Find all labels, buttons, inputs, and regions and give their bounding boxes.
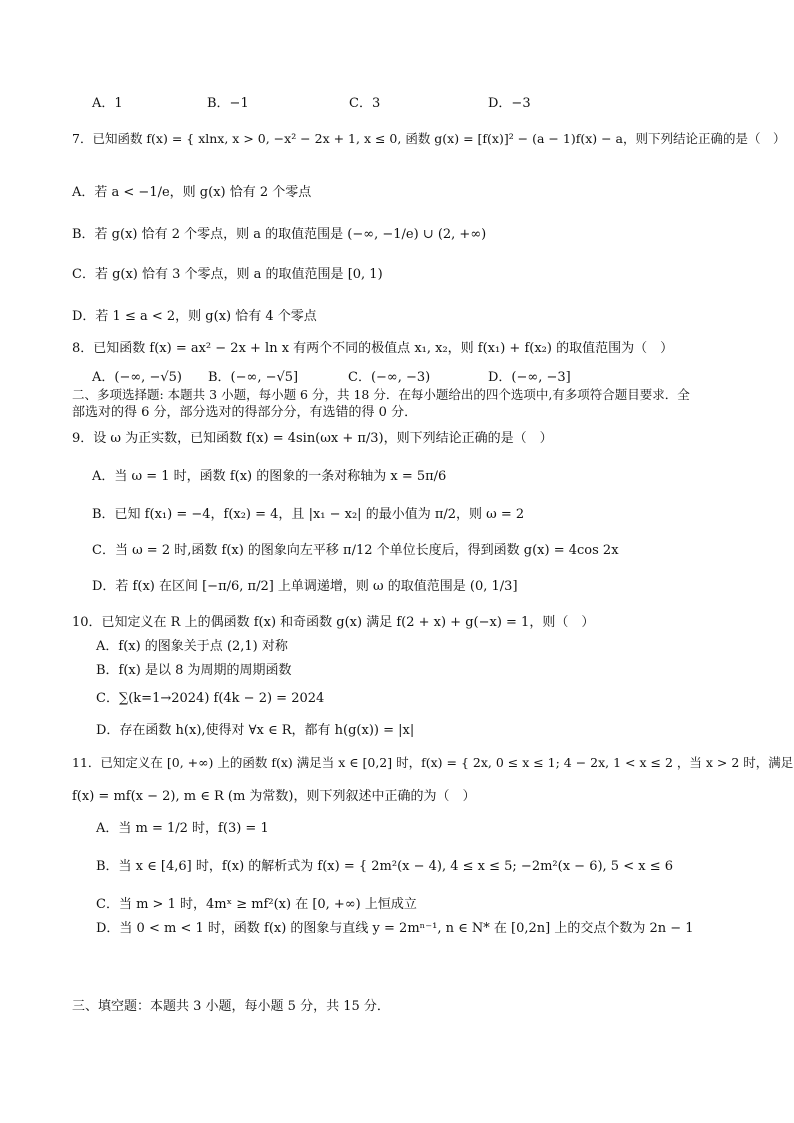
q10-option-a: A．f(x) 的图象关于点 (2,1) 对称	[96, 639, 288, 654]
q6-option-c: C．3	[349, 96, 381, 111]
section3-heading: 三、填空题：本题共 3 小题，每小题 5 分，共 15 分．	[72, 999, 390, 1014]
q9-stem: 9．设 ω 为正实数，已知函数 f(x) = 4sin(ωx + π/3)，则下列结论正确的是（ ）	[72, 431, 553, 446]
section2-line2: 部选对的得 6 分，部分选对的得部分分，有选错的得 0 分．	[72, 405, 418, 420]
q9-option-c: C．当 ω = 2 时,函数 f(x) 的图象向左平移 π/12 个单位长度后，得到函数 g(x) = 4cos 2x	[92, 543, 619, 558]
q7-option-d: D．若 1 ≤ a < 2，则 g(x) 恰有 4 个零点	[72, 309, 317, 324]
q8-option-b: B．(−∞, −√5]	[208, 370, 299, 385]
q11-stem-line2: f(x) = mf(x − 2), m ∈ R (m 为常数)，则下列叙述中正确的为（ ）	[72, 789, 476, 804]
q6-option-a: A．1	[92, 96, 123, 111]
q8-option-a: A．(−∞, −√5)	[92, 370, 182, 385]
q9-option-d: D．若 f(x) 在区间 [−π/6, π/2] 上单调递增，则 ω 的取值范围是 (0, 1/3]	[92, 579, 518, 594]
q11-option-d: D．当 0 < m < 1 时，函数 f(x) 的图象与直线 y = 2mⁿ⁻¹, n ∈ N* 在 [0,2n] 上的交点个数为 2n − 1	[96, 921, 694, 936]
q10-option-c: C．∑(k=1→2024) f(4k − 2) = 2024	[96, 691, 325, 706]
q10-stem: 10．已知定义在 R 上的偶函数 f(x) 和奇函数 g(x) 满足 f(2 + x) + g(−x) = 1，则（ ）	[72, 615, 595, 630]
q7-stem: 7．已知函数 f(x) = { xlnx, x > 0, −x² − 2x + 1, x ≤ 0, 函数 g(x) = [f(x)]² − (a − 1)f(x) − a，则下列结论正确的是（ ）	[72, 131, 786, 146]
q7-option-b: B．若 g(x) 恰有 2 个零点，则 a 的取值范围是 (−∞, −1/e) ∪ (2, +∞)	[72, 227, 487, 242]
q7-option-c: C．若 g(x) 恰有 3 个零点，则 a 的取值范围是 [0, 1)	[72, 267, 383, 282]
q8-option-c: C．(−∞, −3)	[348, 370, 431, 385]
q6-option-d: D．−3	[488, 96, 531, 111]
q6-option-b: B．−1	[207, 96, 249, 111]
q10-option-b: B．f(x) 是以 8 为周期的周期函数	[96, 663, 292, 678]
section2-line1: 二、多项选择题: 本题共 3 小题，每小题 6 分，共 18 分．在每小题给出的四个选项中,有多项符合题目要求．全	[72, 387, 690, 402]
q8-stem: 8．已知函数 f(x) = ax² − 2x + ln x 有两个不同的极值点 x₁, x₂，则 f(x₁) + f(x₂) 的取值范围为（ ）	[72, 341, 674, 356]
q11-option-c: C．当 m > 1 时，4mˣ ≥ mf²(x) 在 [0, +∞) 上恒成立	[96, 897, 417, 912]
q11-stem-line1: 11．已知定义在 [0, +∞) 上的函数 f(x) 满足当 x ∈ [0,2] 时，f(x) = { 2x, 0 ≤ x ≤ 1; 4 − 2x, 1 < x ≤ 2 ，当 x > 2 时，满足	[72, 755, 794, 770]
q8-option-d: D．(−∞, −3]	[488, 370, 571, 385]
q10-option-d: D．存在函数 h(x),使得对 ∀x ∈ R，都有 h(g(x)) = |x|	[96, 723, 415, 738]
q11-option-a: A．当 m = 1/2 时，f(3) = 1	[96, 821, 269, 836]
q9-option-a: A．当 ω = 1 时，函数 f(x) 的图象的一条对称轴为 x = 5π/6	[92, 469, 447, 484]
q9-option-b: B．已知 f(x₁) = −4，f(x₂) = 4，且 |x₁ − x₂| 的最小值为 π/2，则 ω = 2	[92, 507, 525, 522]
q7-option-a: A．若 a < −1/e，则 g(x) 恰有 2 个零点	[72, 185, 312, 200]
q11-option-b: B．当 x ∈ [4,6] 时，f(x) 的解析式为 f(x) = { 2m²(x − 4), 4 ≤ x ≤ 5; −2m²(x − 6), 5 < x ≤ 6	[96, 859, 673, 874]
